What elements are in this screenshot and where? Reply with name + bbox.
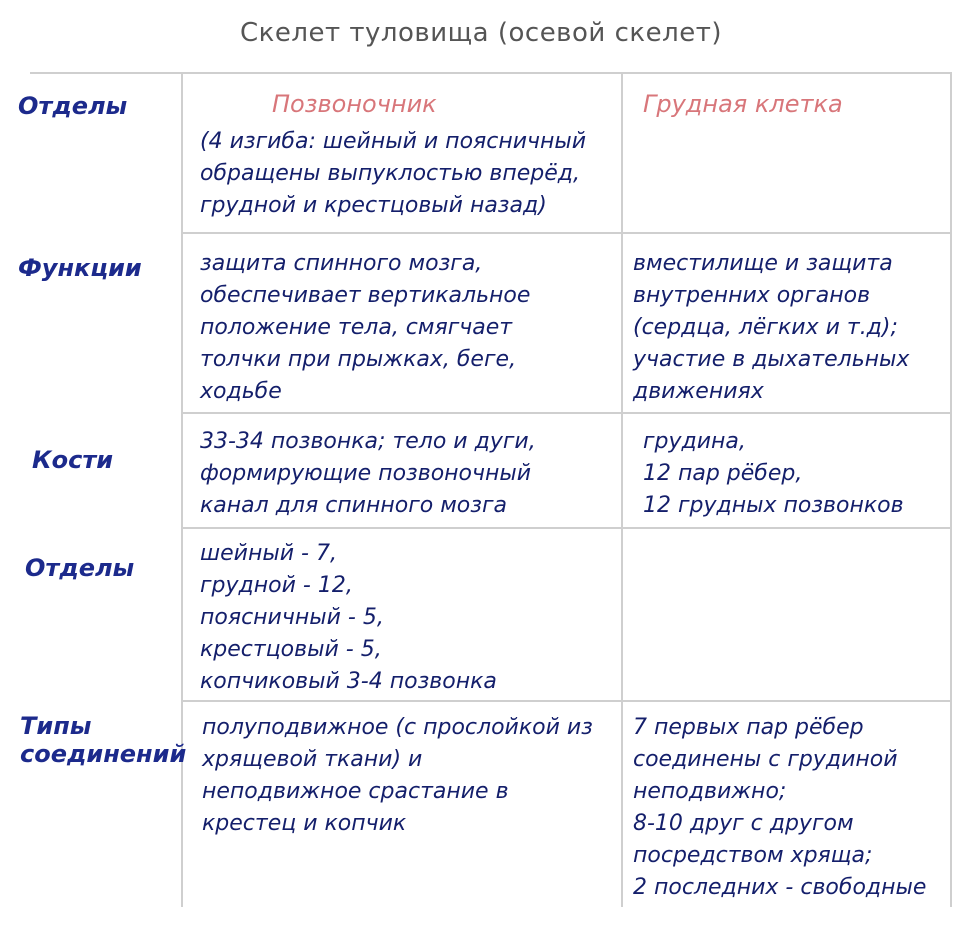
table-column-divider (181, 72, 183, 907)
table-divider (183, 700, 952, 702)
row-3-spine-cell: 33-34 позвонка; тело и дуги, формирующие позвоночный канал для спинного мозга (200, 429, 536, 518)
column-header-spine: Позвоночник (272, 90, 437, 118)
row-label-sections: Отделы (18, 92, 128, 120)
row-label-sections-2: Отделы (25, 554, 135, 582)
row-2-spine-cell: защита спинного мозга, обеспечивает вертикальное положение тела, смягчает толчки при прыжках, беге, ходьбе (200, 251, 531, 404)
row-1-spine-cell: (4 изгиба: шейный и поясничный обращены выпуклостью вперёд, грудной и крестцовый назад) (200, 129, 587, 218)
table-column-divider (621, 72, 623, 907)
column-header-chest: Грудная клетка (643, 90, 843, 118)
table-divider (30, 72, 952, 74)
table-divider (183, 412, 952, 414)
table-column-divider (950, 72, 952, 907)
page-title: Скелет туловища (осевой скелет) (240, 18, 722, 48)
table-divider (183, 527, 952, 529)
row-5-chest-cell: 7 первых пар рёбер соединены с грудиной неподвижно; 8-10 друг с другом посредством хряща; 2 последних - свободные (633, 715, 927, 900)
row-2-chest-cell: вместилище и защита внутренних органов (сердца, лёгких и т.д); участие в дыхательных движениях (633, 251, 910, 404)
row-label-joint-types: Типы соединений (20, 712, 187, 768)
row-3-chest-cell: грудина, 12 пар рёбер, 12 грудных позвонков (643, 429, 904, 518)
row-label-functions: Функции (18, 254, 142, 282)
row-4-spine-cell: шейный - 7, грудной - 12, поясничный - 5, крестцовый - 5, копчиковый 3-4 позвонка (200, 541, 497, 694)
table-divider (183, 232, 952, 234)
row-5-spine-cell: полуподвижное (с прослойкой из хрящевой ткани) и неподвижное срастание в крестец и копчик (202, 715, 593, 836)
row-label-bones: Кости (32, 446, 114, 474)
